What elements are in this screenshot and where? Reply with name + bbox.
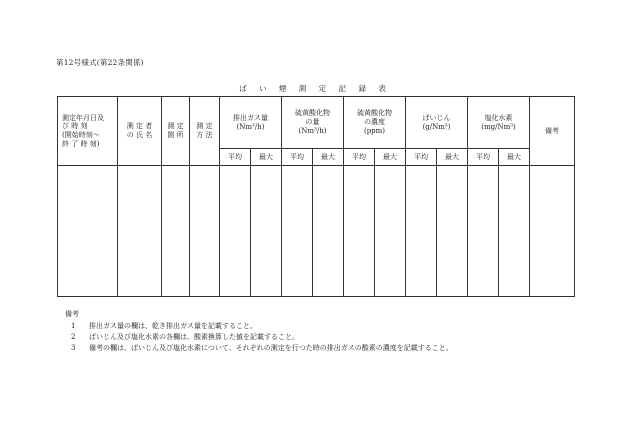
subheader-max: 最大 xyxy=(251,149,282,166)
table-row xyxy=(58,166,575,297)
cell-datetime[interactable] xyxy=(58,166,118,297)
cell-hcl-avg[interactable] xyxy=(468,166,499,297)
cell-remarks[interactable] xyxy=(530,166,575,297)
header-remarks: 備考 xyxy=(530,97,575,166)
note-text: 備考の欄は、ばいじん及び塩化水素について、それぞれの測定を行つた時の排出ガスの酸素の濃度を記載すること。 xyxy=(89,343,453,352)
subheader-max: 最大 xyxy=(499,149,530,166)
cell-method[interactable] xyxy=(190,166,220,297)
header-sox-concentration: 硫黄酸化物 の濃度 (ppm) xyxy=(344,97,406,149)
subheader-avg: 平均 xyxy=(220,149,251,166)
subheader-avg: 平均 xyxy=(282,149,313,166)
cell-hcl-max[interactable] xyxy=(499,166,530,297)
subheader-avg: 平均 xyxy=(406,149,437,166)
note-number: 1 xyxy=(71,321,76,330)
note-text: ばいじん及び塩化水素の各欄は、酸素換算した値を記載すること。 xyxy=(89,332,299,341)
header-exhaust-gas: 排出ガス量 (Nm³/h) xyxy=(220,97,282,149)
header-datetime: 測定年月日及 び 時 刻 (開始時刻〜 終 了 時 刻) xyxy=(58,97,118,166)
cell-location[interactable] xyxy=(162,166,190,297)
note-number: 3 xyxy=(71,343,76,352)
notes-title: 備考 xyxy=(65,310,79,318)
cell-sox-conc-max[interactable] xyxy=(375,166,406,297)
form-number: 第12号様式(第22条関係) xyxy=(56,58,144,67)
cell-sox-amount-max[interactable] xyxy=(313,166,344,297)
note-item xyxy=(65,343,453,354)
subheader-max: 最大 xyxy=(313,149,344,166)
cell-sox-conc-avg[interactable] xyxy=(344,166,375,297)
subheader-avg: 平均 xyxy=(344,149,375,166)
cell-exhaust-max[interactable] xyxy=(251,166,282,297)
note-item xyxy=(65,321,453,332)
smoke-measurement-table xyxy=(57,96,575,297)
header-dust: ばいじん (g/Nm³) xyxy=(406,97,468,149)
note-number: 2 xyxy=(71,332,76,341)
cell-measurer[interactable] xyxy=(118,166,162,297)
subheader-max: 最大 xyxy=(375,149,406,166)
subheader-avg: 平均 xyxy=(468,149,499,166)
notes-section xyxy=(65,309,453,353)
cell-dust-avg[interactable] xyxy=(406,166,437,297)
cell-exhaust-avg[interactable] xyxy=(220,166,251,297)
header-method: 測 定 方 法 xyxy=(190,97,220,166)
table-header-row xyxy=(58,97,575,149)
header-location: 測 定 箇 所 xyxy=(162,97,190,166)
cell-dust-max[interactable] xyxy=(437,166,468,297)
header-hydrogen-chloride: 塩化水素 (mg/Nm³) xyxy=(468,97,530,149)
header-measurer: 測 定 者 の 氏 名 xyxy=(118,97,162,166)
cell-sox-amount-avg[interactable] xyxy=(282,166,313,297)
note-item xyxy=(65,332,453,343)
header-sox-amount: 硫黄酸化物 の量 (Nm³/h) xyxy=(282,97,344,149)
note-text: 排出ガス量の欄は、乾き排出ガス量を記載すること。 xyxy=(89,321,257,330)
subheader-max: 最大 xyxy=(437,149,468,166)
form-title: ば い 煙 測 定 記 録 表 xyxy=(239,84,391,93)
